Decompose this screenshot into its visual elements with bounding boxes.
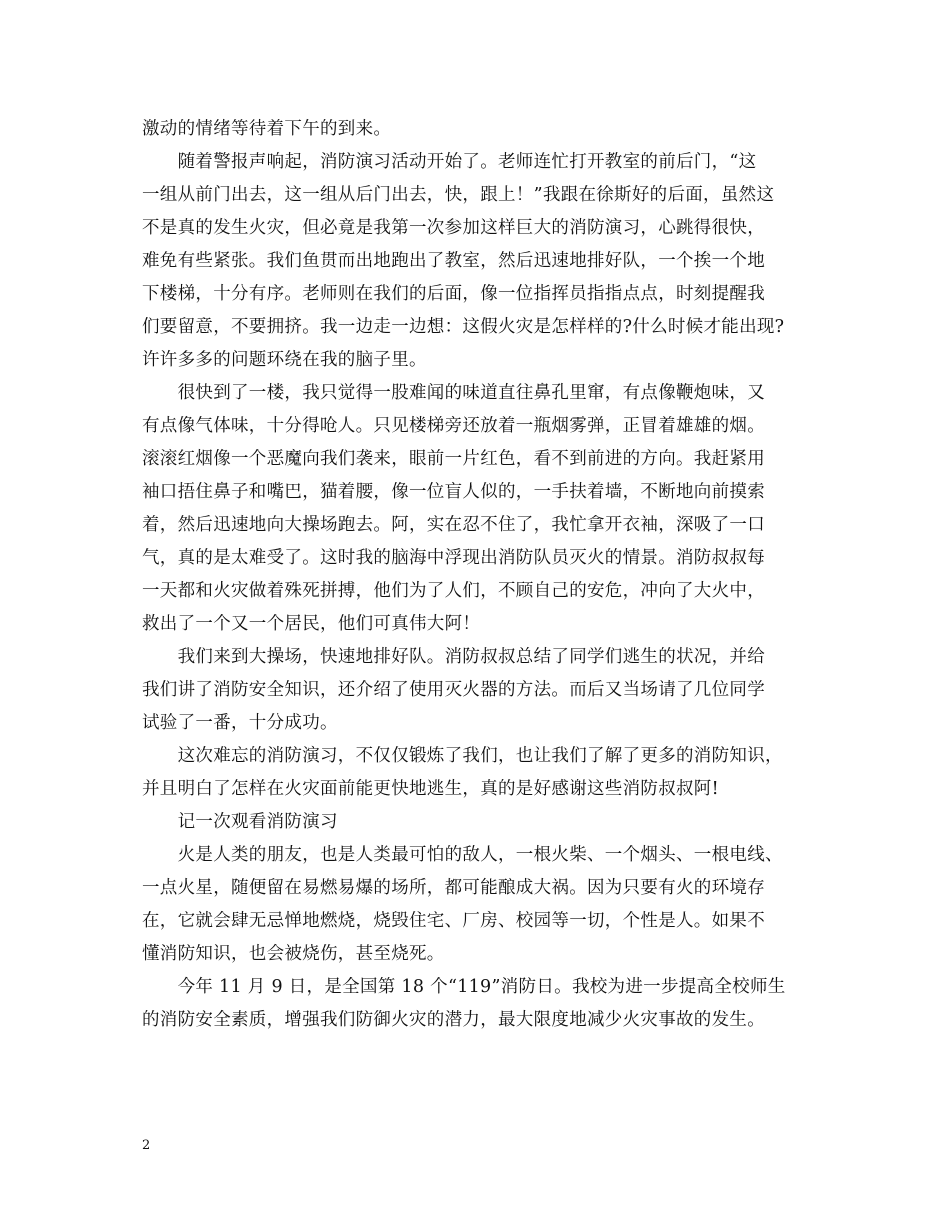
text-line: 随着警报声响起，消防演习活动开始了。老师连忙打开教室的前后门，“这 — [142, 152, 757, 172]
text-line: 懂消防知识，也会被烧伤，甚至烧死。 — [142, 944, 445, 964]
text-line: 很快到了一楼，我只觉得一股难闻的味道直往鼻孔里窜，有点像鞭炮味，又 — [142, 383, 765, 403]
text-line: 不是真的发生火灾，但必竟是我第一次参加这样巨大的消防演习，心跳得很快， — [142, 218, 765, 238]
page-number: 2 — [142, 1138, 151, 1153]
text-line: 下楼梯，十分有序。老师则在我们的后面，像一位指挥员指指点点，时刻提醒我 — [142, 284, 765, 304]
text-line: 难免有些紧张。我们鱼贯而出地跑出了教室，然后迅速地排好队，一个挨一个地 — [142, 251, 765, 271]
text-line: 在，它就会肆无忌惮地燃烧，烧毁住宅、厂房、校园等一切，个性是人。如果不 — [142, 911, 765, 931]
text-line: 激动的情绪等待着下午的到来。 — [142, 119, 392, 139]
text-line: 我们讲了消防安全知识，还介绍了使用灭火器的方法。而后又当场请了几位同学 — [142, 680, 765, 700]
text-line: 气，真的是太难受了。这时我的脑海中浮现出消防队员灭火的情景。消防叔叔每 — [142, 548, 765, 568]
text-line: 一点火星，随便留在易燃易爆的场所，都可能酿成大祸。因为只要有火的环境存 — [142, 878, 765, 898]
text-line: 一天都和火灾做着殊死拼搏，他们为了人们，不顾自己的安危，冲向了大火中， — [142, 581, 765, 601]
text-line: 今年 11 月 9 日，是全国第 18 个“119”消防日。我校为进一步提高全校师生 — [142, 977, 786, 997]
text-line: 许许多多的问题环绕在我的脑子里。 — [142, 350, 427, 370]
text-line: 一组从前门出去，这一组从后门出去，快，跟上！”我跟在徐斯好的后面，虽然这 — [142, 185, 775, 205]
text-line: 并且明白了怎样在火灾面前能更快地逃生，真的是好感谢这些消防叔叔阿! — [142, 779, 719, 799]
text-line: 火是人类的朋友，也是人类最可怕的敌人，一根火柴、一个烟头、一根电线、 — [142, 845, 783, 865]
text-line: 的消防安全素质，增强我们防御火灾的潜力，最大限度地减少火灾事故的发生。 — [142, 1010, 765, 1030]
text-line: 试验了一番，十分成功。 — [142, 713, 338, 733]
text-line: 救出了一个又一个居民，他们可真伟大阿！ — [142, 614, 481, 634]
section-heading: 记一次观看消防演习 — [142, 812, 338, 832]
text-line: 我们来到大操场，快速地排好队。消防叔叔总结了同学们逃生的状况，并给 — [142, 647, 765, 667]
text-line: 有点像气体味，十分得呛人。只见楼梯旁还放着一瓶烟雾弹，正冒着雄雄的烟。 — [142, 416, 765, 436]
text-line: 滚滚红烟像一个恶魔向我们袭来，眼前一片红色，看不到前进的方向。我赶紧用 — [142, 449, 765, 469]
text-line: 着，然后迅速地向大操场跑去。阿，实在忍不住了，我忙拿开衣袖，深吸了一口 — [142, 515, 765, 535]
text-line: 这次难忘的消防演习，不仅仅锻炼了我们，也让我们了解了更多的消防知识， — [142, 746, 783, 766]
text-line: 们要留意，不要拥挤。我一边走一边想：这假火灾是怎样样的?什么时候才能出现? — [142, 317, 785, 337]
text-line: 袖口捂住鼻子和嘴巴，猫着腰，像一位盲人似的，一手扶着墙，不断地向前摸索 — [142, 482, 765, 502]
